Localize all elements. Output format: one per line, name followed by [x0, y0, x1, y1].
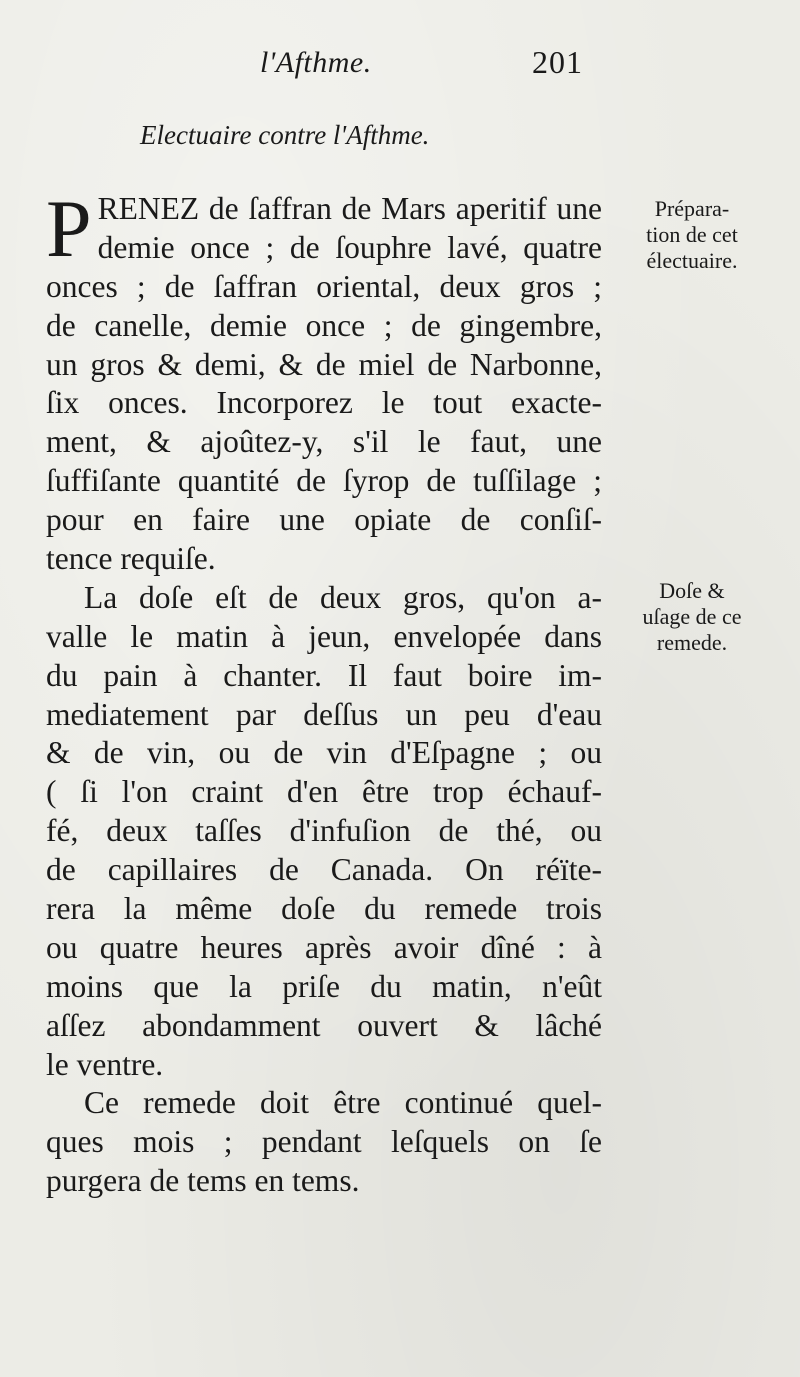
text-line: ou quatre heures après avoir dîné : à	[46, 929, 602, 965]
text-line: ſix onces. Incorporez le tout exacte-	[46, 385, 602, 421]
text-line: valle le matin à jeun, envelopée dans	[46, 618, 602, 654]
text-line: ( ſi l'on craint d'en être trop échauf-	[46, 774, 602, 810]
margin-note-line: électuaire.	[646, 248, 738, 273]
paragraph-preparation	[46, 183, 602, 579]
margin-note-line: uſage de ce	[642, 604, 742, 629]
text-line: rera la même doſe du remede trois	[46, 891, 602, 927]
section-title: Electuaire contre l'Afthme.	[140, 120, 430, 150]
main-text	[46, 183, 602, 1201]
text-line: un gros & demi, & de miel de Narbonne,	[46, 346, 602, 382]
text-line: & de vin, ou de vin d'Eſpagne ; ou	[46, 735, 602, 771]
text-line: tence requiſe.	[46, 541, 216, 577]
text-line: ſuffiſante quantité de ſyrop de tuſſilage ;	[46, 463, 602, 499]
text-line: La doſe eſt de deux gros, qu'on a-	[84, 579, 602, 615]
text-line: le ventre.	[46, 1046, 164, 1082]
margin-note-line: Doſe &	[659, 578, 725, 603]
text-line: fé, deux taſſes d'infuſion de thé, ou	[46, 813, 602, 849]
text-line: mediatement par deſſus un peu d'eau	[46, 696, 602, 732]
paragraph-dose	[46, 579, 602, 1085]
margin-note-line: Prépara-	[654, 196, 730, 221]
margin-note-dose	[612, 578, 772, 656]
running-title: l'Afthme.	[260, 46, 372, 79]
paragraph-continuation	[46, 1084, 602, 1201]
text-line: ques mois ; pendant leſquels on ſe	[46, 1124, 602, 1160]
text-line: Ce remede doit être continué quel-	[84, 1085, 602, 1121]
margin-note-line: tion de cet	[646, 222, 738, 247]
running-head	[0, 42, 800, 82]
page-number: 201	[532, 44, 583, 80]
text-line: de canelle, demie once ; de gingembre,	[46, 307, 602, 343]
text-line: de capillaires de Canada. On réïte-	[46, 852, 602, 888]
margin-note-line: remede.	[656, 630, 728, 655]
drop-cap: P	[46, 183, 92, 274]
text-line: moins que la priſe du matin, n'eût	[46, 968, 602, 1004]
text-line: onces ; de ſaffran oriental, deux gros ;	[46, 268, 602, 304]
text-line: purgera de tems en tems.	[46, 1163, 360, 1199]
text-line: demie once ; de ſouphre lavé, quatre	[97, 229, 602, 265]
margin-note-preparation	[612, 196, 772, 274]
text-line: pour en faire une opiate de conſiſ-	[46, 502, 602, 538]
text-line: ment, & ajoûtez-y, s'il le faut, une	[46, 424, 602, 460]
text-line: du pain à chanter. Il faut boire im-	[46, 657, 602, 693]
text-line: aſſez abondamment ouvert & lâché	[46, 1007, 602, 1043]
text-line: RENEZ de ſaffran de Mars aperitif une	[97, 191, 602, 226]
